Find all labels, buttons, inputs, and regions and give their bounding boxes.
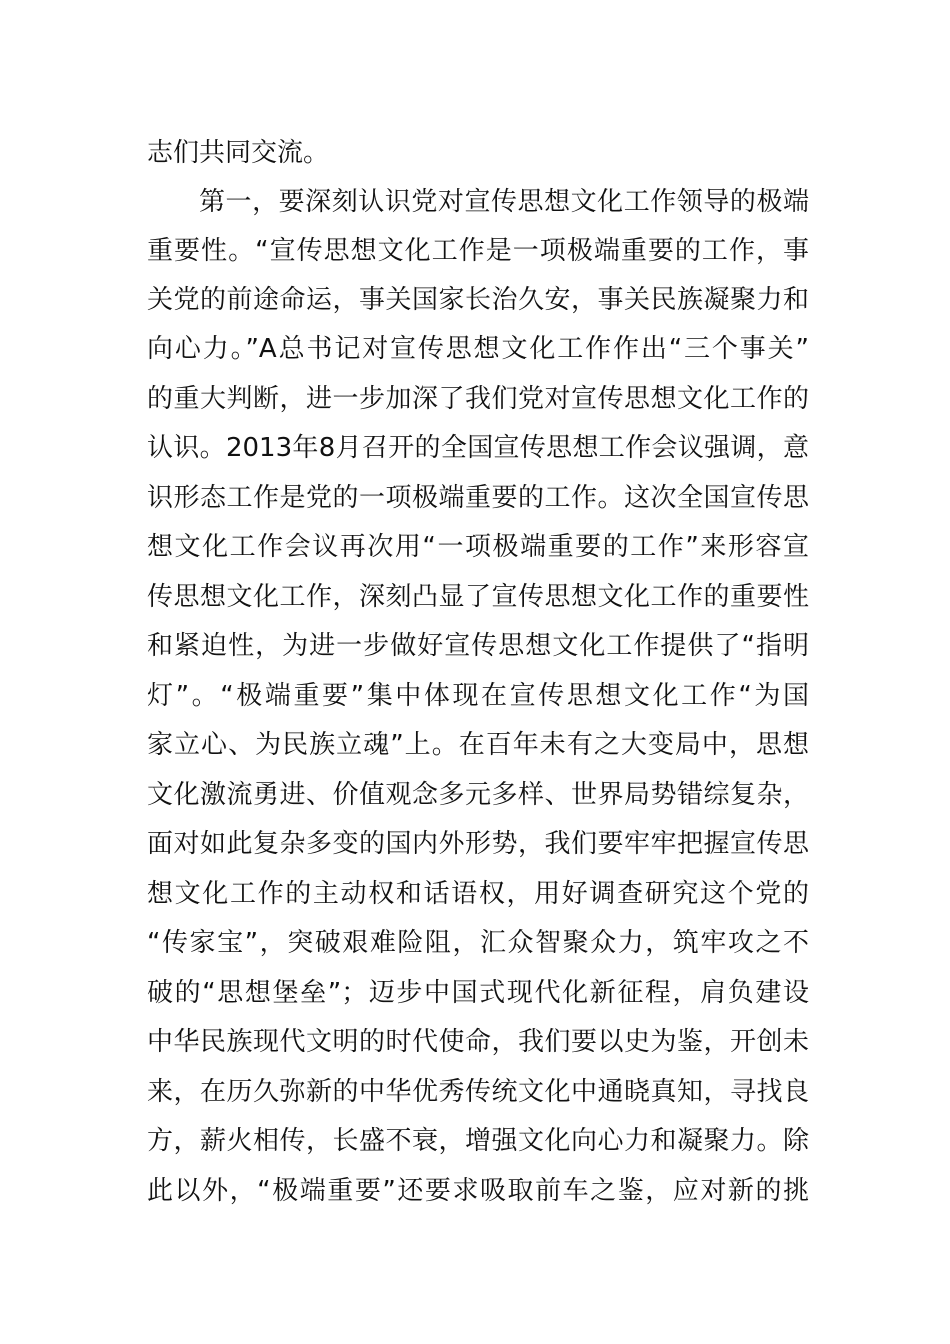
text-line: 想文化工作会议再次用“一项极端重要的工作”来形容宣: [147, 532, 809, 562]
text-line: 重要性。“宣传思想文化工作是一项极端重要的工作，事: [147, 236, 809, 266]
text-line: 中华民族现代文明的时代使命，我们要以史为鉴，开创未: [147, 1027, 809, 1057]
text-line: 文化激流勇进、价值观念多元多样、世界局势错综复杂，: [147, 780, 809, 810]
text-line: 认识。2013年8月召开的全国宣传思想工作会议强调，意: [147, 433, 809, 463]
text-line: 想文化工作的主动权和话语权，用好调查研究这个党的: [147, 879, 809, 909]
text-line: 识形态工作是党的一项极端重要的工作。这次全国宣传思: [147, 483, 809, 513]
paragraph-first-line: 第一，要深刻认识党对宣传思想文化工作领导的极端: [199, 187, 809, 217]
text-line: 面对如此复杂多变的国内外形势，我们要牢牢把握宣传思: [147, 829, 809, 859]
text-line: 家立心、为民族立魂”上。在百年未有之大变局中，思想: [147, 730, 809, 760]
text-line: 向心力。”A总书记对宣传思想文化工作作出“三个事关”: [147, 334, 809, 364]
text-line: 来，在历久弥新的中华优秀传统文化中通晓真知，寻找良: [147, 1077, 809, 1107]
text-line: “传家宝”，突破艰难险阻，汇众智聚众力，筑牢攻之不: [147, 928, 809, 958]
text-line: 的重大判断，进一步加深了我们党对宣传思想文化工作的: [147, 384, 809, 414]
text-line: 方，薪火相传，长盛不衰，增强文化向心力和凝聚力。除: [147, 1126, 809, 1156]
text-line: 和紧迫性，为进一步做好宣传思想文化工作提供了“指明: [147, 631, 809, 661]
text-line: 志们共同交流。: [147, 138, 330, 168]
text-line: 关党的前途命运，事关国家长治久安，事关民族凝聚力和: [147, 285, 809, 315]
text-line: 此以外，“极端重要”还要求吸取前车之鉴，应对新的挑: [147, 1176, 809, 1206]
text-line: 传思想文化工作，深刻凸显了宣传思想文化工作的重要性: [147, 582, 809, 612]
text-line: 破的“思想堡垒”；迈步中国式现代化新征程，肩负建设: [147, 978, 809, 1008]
text-line: 灯”。“极端重要”集中体现在宣传思想文化工作“为国: [147, 681, 809, 711]
